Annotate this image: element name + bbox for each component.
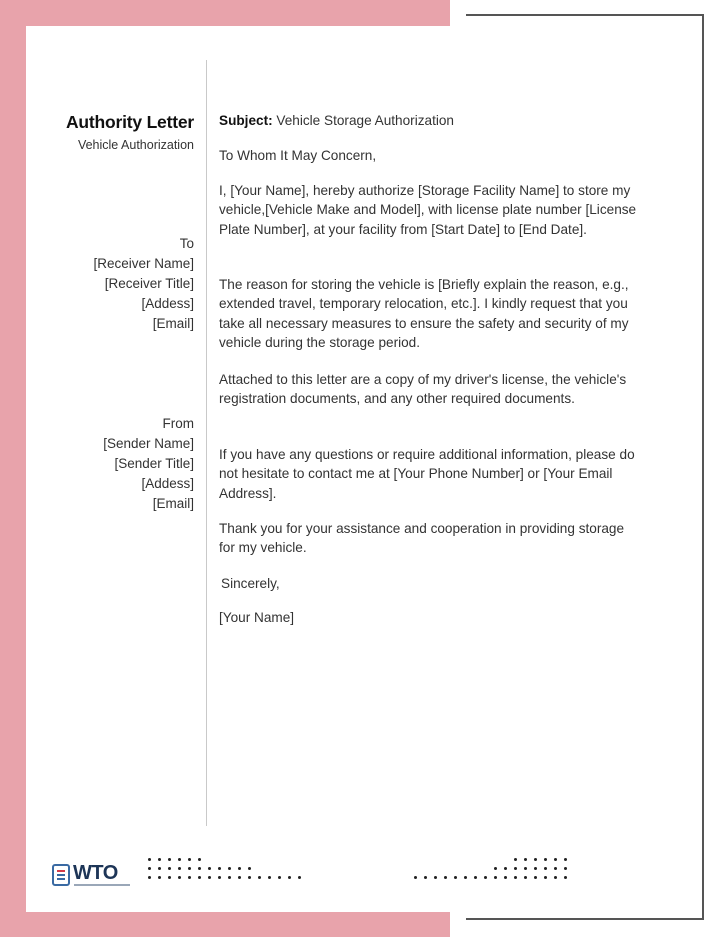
decorative-dot	[524, 876, 527, 879]
column-divider	[206, 60, 207, 826]
decorative-dot	[504, 876, 507, 879]
decorative-dot	[444, 876, 447, 879]
decorative-dot	[158, 867, 161, 870]
decorative-dot	[188, 858, 191, 861]
decorative-dot	[534, 876, 537, 879]
paragraph-authorization: I, [Your Name], hereby authorize [Storage Facility Name] to store my vehicle,[Vehicle Make and Model], with license plate number [License Plate Number], at your facility from [Start Date] to [End Date].	[219, 182, 637, 237]
decorative-dot	[248, 867, 251, 870]
recipient-label: To	[179, 236, 194, 251]
paragraph-attachments: Attached to this letter are a copy of my driver's license, the vehicle's registration documents, and any other required documents.	[219, 371, 627, 407]
recipient-name: [Receiver Name]	[93, 256, 194, 271]
decorative-dot	[564, 858, 567, 861]
decorative-dot	[288, 876, 291, 879]
decorative-dot	[228, 876, 231, 879]
decorative-dot	[268, 876, 271, 879]
decorative-dot	[198, 858, 201, 861]
decorative-dot	[148, 876, 151, 879]
decorative-dot	[198, 876, 201, 879]
decorative-dot	[544, 858, 547, 861]
sender-email: [Email]	[152, 496, 194, 511]
document-icon	[52, 864, 70, 886]
sender-block	[30, 414, 194, 514]
sender-title: [Sender Title]	[114, 456, 194, 471]
document-subtitle: Vehicle Authorization	[77, 138, 194, 152]
decorative-dot	[464, 876, 467, 879]
subject-line	[219, 111, 639, 131]
decorative-dot	[208, 867, 211, 870]
decorative-dot	[474, 876, 477, 879]
recipient-address: [Addess]	[141, 296, 194, 311]
decorative-dot	[564, 867, 567, 870]
decorative-dot	[494, 867, 497, 870]
decorative-dot	[168, 858, 171, 861]
paragraph-contact: If you have any questions or require additional information, please do not hesitate to contact me at [Your Phone Number] or [Your Email Address].	[219, 446, 635, 501]
decorative-dot	[534, 858, 537, 861]
decorative-dot	[248, 876, 251, 879]
decorative-dot	[198, 867, 201, 870]
decorative-dot	[188, 867, 191, 870]
decorative-dot	[564, 876, 567, 879]
document-title: Authority Letter	[65, 112, 194, 132]
decorative-dot	[554, 867, 557, 870]
brand-logo	[52, 862, 132, 890]
decorative-dot	[218, 867, 221, 870]
sender-name: [Sender Name]	[103, 436, 194, 451]
decorative-dot	[414, 876, 417, 879]
decorative-dot	[494, 876, 497, 879]
decorative-dot	[148, 867, 151, 870]
decorative-dot	[524, 867, 527, 870]
decorative-dot	[228, 867, 231, 870]
decorative-dot	[178, 876, 181, 879]
decorative-dot	[238, 876, 241, 879]
decorative-dot	[554, 858, 557, 861]
decorative-dot	[424, 876, 427, 879]
sender-label: From	[162, 416, 194, 431]
decorative-dot	[208, 876, 211, 879]
decorative-dot	[544, 876, 547, 879]
paragraph-thanks: Thank you for your assistance and cooperation in providing storage for my vehicle.	[219, 520, 625, 556]
decorative-dot	[238, 867, 241, 870]
decorative-dot	[484, 876, 487, 879]
decorative-dot	[514, 858, 517, 861]
decorative-dot	[514, 876, 517, 879]
decorative-dot	[544, 867, 547, 870]
decorative-dot	[168, 867, 171, 870]
decorative-dot	[504, 867, 507, 870]
decorative-dot	[298, 876, 301, 879]
decorative-dot	[168, 876, 171, 879]
paragraph-reason: The reason for storing the vehicle is [Briefly explain the reason, e.g., extended travel, temporary relocation, etc.]. I kindly request that you take all necessary measures to ensure the safety and security of my vehicle during the storage period.	[219, 276, 629, 351]
decorative-dot	[258, 876, 261, 879]
decorative-dot	[158, 876, 161, 879]
decorative-dot	[218, 876, 221, 879]
subject-label: Subject:	[219, 112, 273, 128]
recipient-email: [Email]	[152, 316, 194, 331]
decorative-dot	[514, 867, 517, 870]
decorative-dot	[158, 858, 161, 861]
decorative-dot	[524, 858, 527, 861]
decorative-dot	[534, 867, 537, 870]
decorative-dot	[178, 858, 181, 861]
decorative-dot	[188, 876, 191, 879]
decorative-dot	[278, 876, 281, 879]
decorative-dot	[454, 876, 457, 879]
recipient-block	[30, 234, 194, 334]
recipient-title: [Receiver Title]	[104, 276, 194, 291]
logo-text: WTO	[73, 862, 118, 884]
salutation: To Whom It May Concern,	[219, 147, 377, 163]
logo-tagline	[74, 884, 130, 886]
decorative-dot	[554, 876, 557, 879]
sender-address: [Addess]	[141, 476, 194, 491]
signature: [Your Name]	[219, 609, 295, 625]
decorative-dot	[434, 876, 437, 879]
subject-text: Vehicle Storage Authorization	[272, 112, 454, 128]
closing: Sincerely,	[221, 575, 280, 591]
decorative-dot	[148, 858, 151, 861]
decorative-dot	[178, 867, 181, 870]
